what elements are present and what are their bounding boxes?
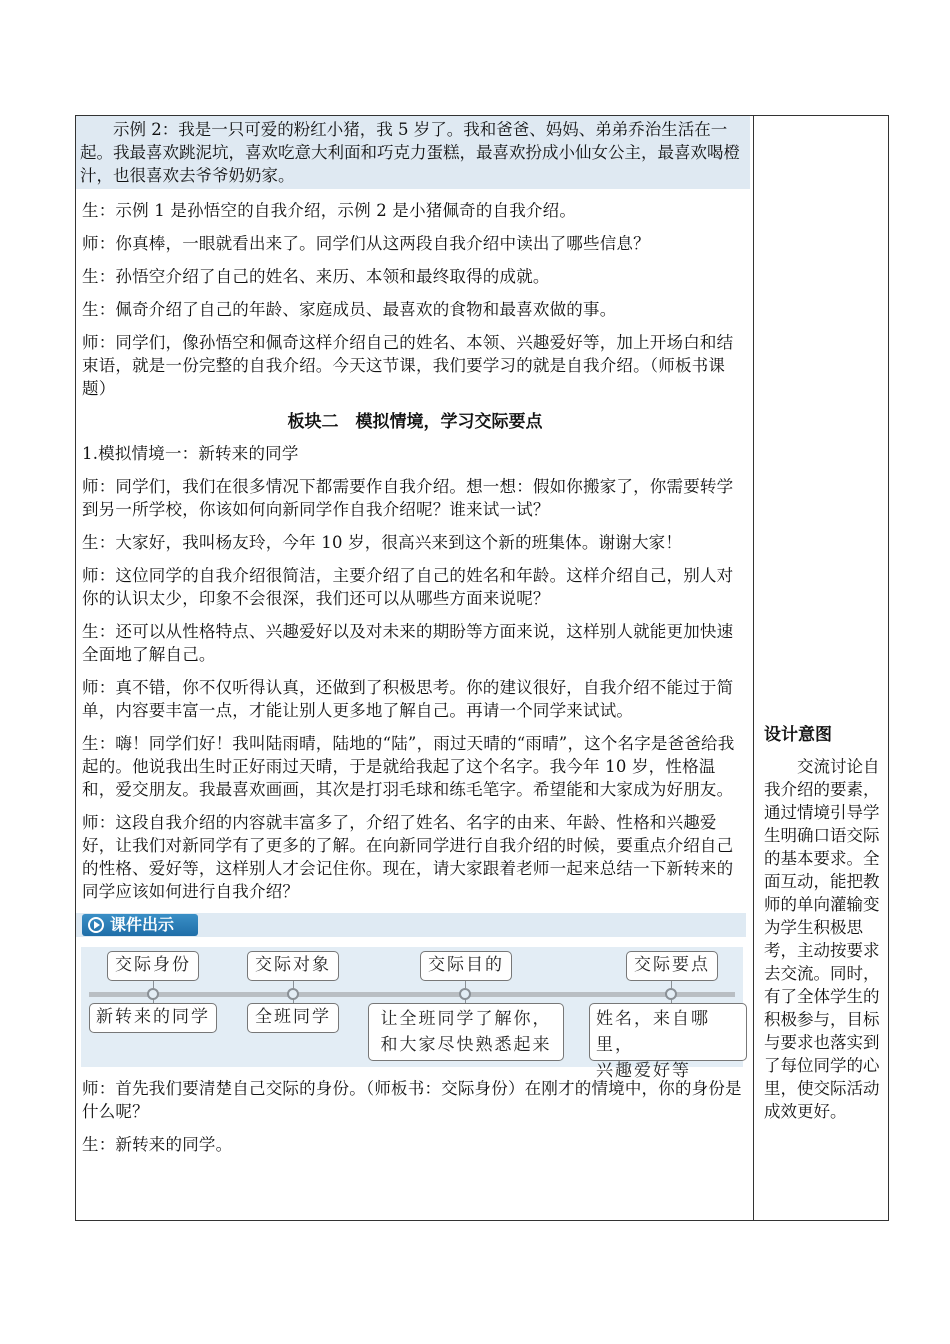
- example-2: 示例 2：我是一只可爱的粉红小猪，我 5 岁了。我和爸爸、妈妈、弟弟乔治生活在一起。我最喜欢跳泥坑，喜欢吃意大利面和巧克力蛋糕，最喜欢扮成小仙女公主，最喜欢喝橙汁，也很喜欢去爷爷奶奶家。: [76, 116, 750, 189]
- main-column: [82, 116, 748, 1166]
- value-purpose-line: 让全班同学了解你，: [380, 1009, 552, 1029]
- dialogue-line: 生：嗨！同学们好！我叫陆雨晴，陆地的“陆”，雨过天晴的“雨晴”，这个名字是爸爸给我起的。他说我出生时正好雨过天晴，于是就给我起了这个名字。我今年 10 岁，性格温和，爱交朋友。我最喜欢画画，其次是打羽毛球和练毛笔字。希望能和大家成为好朋友。: [82, 734, 735, 799]
- timeline-bar: [89, 992, 735, 997]
- design-intent-body: 交流讨论自我介绍的要素，通过情境引导学生明确口语交际的基本要求。全面互动，能把教师的单向灌输变为学生积极思考，主动按要求去交流。同时，有了全体学生的积极参与，目标与要求也落实到了每位同学的心里，使交际活动成效更好。: [764, 757, 880, 1121]
- lesson-table: [75, 115, 889, 1221]
- dialogue-line: 师：这位同学的自我介绍很简洁，主要介绍了自己的姓名和年龄。这样介绍自己，别人对你的认识太少，印象不会很深，我们还可以从哪些方面来说呢？: [82, 566, 734, 608]
- value-purpose: [368, 1003, 564, 1061]
- dialogue-line: 生：还可以从性格特点、兴趣爱好以及对未来的期盼等方面来说，这样别人就能更加快速全面地了解自己。: [82, 622, 734, 664]
- communication-diagram: [81, 947, 743, 1081]
- dialogue-line: 师：同学们，像孙悟空和佩奇这样介绍自己的姓名、本领、兴趣爱好等，加上开场白和结束语，就是一份完整的自我介绍。今天这节课，我们要学习的就是自我介绍。（师板书课题）: [82, 333, 734, 398]
- play-icon: [88, 917, 104, 933]
- dialogue-line: 师：这段自我介绍的内容就丰富多了，介绍了姓名、名字的由来、年龄、性格和兴趣爱好，让我们对新同学有了更多的了解。在向新同学进行自我介绍的时候，要重点介绍自己的性格、爱好等，这样别人才会记住你。现在，请大家跟着老师一起来总结一下新转来的同学应该如何进行自我介绍？: [82, 813, 734, 901]
- label-purpose: 交际目的: [420, 951, 512, 981]
- column-divider: [753, 116, 754, 1220]
- courseware-label: 课件出示: [110, 915, 175, 934]
- value-key-points-line: 姓名，来自哪里，: [596, 1009, 710, 1055]
- design-intent-title: 设计意图: [764, 725, 832, 745]
- label-key-points: 交际要点: [626, 951, 718, 981]
- value-key-points: [589, 1003, 747, 1081]
- dialogue-line: 生：佩奇介绍了自己的年龄、家庭成员、最喜欢的食物和最喜欢做的事。: [82, 300, 617, 319]
- courseware-bar: [76, 913, 746, 937]
- label-audience: 交际对象: [247, 951, 339, 981]
- dialogue-line: 师：同学们，我们在很多情况下都需要作自我介绍。想一想：假如你搬家了，你需要转学到另一所学校，你该如何向新同学作自我介绍呢？谁来试一试？: [82, 477, 734, 519]
- timeline-node: [287, 988, 299, 1000]
- scenario-title: 1.模拟情境一：新转来的同学: [82, 444, 299, 463]
- dialogue-line: 生：示例 1 是孙悟空的自我介绍，示例 2 是小猪佩奇的自我介绍。: [82, 201, 577, 220]
- value-audience: 全班同学: [247, 1003, 339, 1033]
- label-identity: 交际身份: [107, 951, 199, 981]
- timeline-node: [147, 988, 159, 1000]
- dialogue-line: 生：大家好，我叫杨友玲，今年 10 岁，很高兴来到这个新的班集体。谢谢大家！: [82, 533, 683, 552]
- section-heading: 板块二 模拟情境，学习交际要点: [287, 412, 543, 432]
- design-intent: [764, 724, 882, 1123]
- value-purpose-line: 和大家尽快熟悉起来: [380, 1035, 552, 1055]
- value-identity: 新转来的同学: [89, 1003, 217, 1033]
- dialogue-line: 师：你真棒，一眼就看出来了。同学们从这两段自我介绍中读出了哪些信息？: [82, 234, 650, 253]
- dialogue-line: 师：首先我们要清楚自己交际的身份。（师板书：交际身份）在刚才的情境中，你的身份是什么呢？: [82, 1079, 742, 1121]
- timeline-node: [459, 988, 471, 1000]
- dialogue-line: 生：孙悟空介绍了自己的姓名、来历、本领和最终取得的成就。: [82, 267, 550, 286]
- dialogue-line: 师：真不错，你不仅听得认真，还做到了积极思考。你的建议很好，自我介绍不能过于简单，内容要丰富一点，才能让别人更多地了解自己。再请一个同学来试试。: [82, 678, 734, 720]
- dialogue-line: 生：新转来的同学。: [82, 1135, 233, 1154]
- value-key-points-line: 兴趣爱好等: [596, 1061, 691, 1081]
- courseware-tag: [82, 914, 198, 936]
- timeline-node: [665, 988, 677, 1000]
